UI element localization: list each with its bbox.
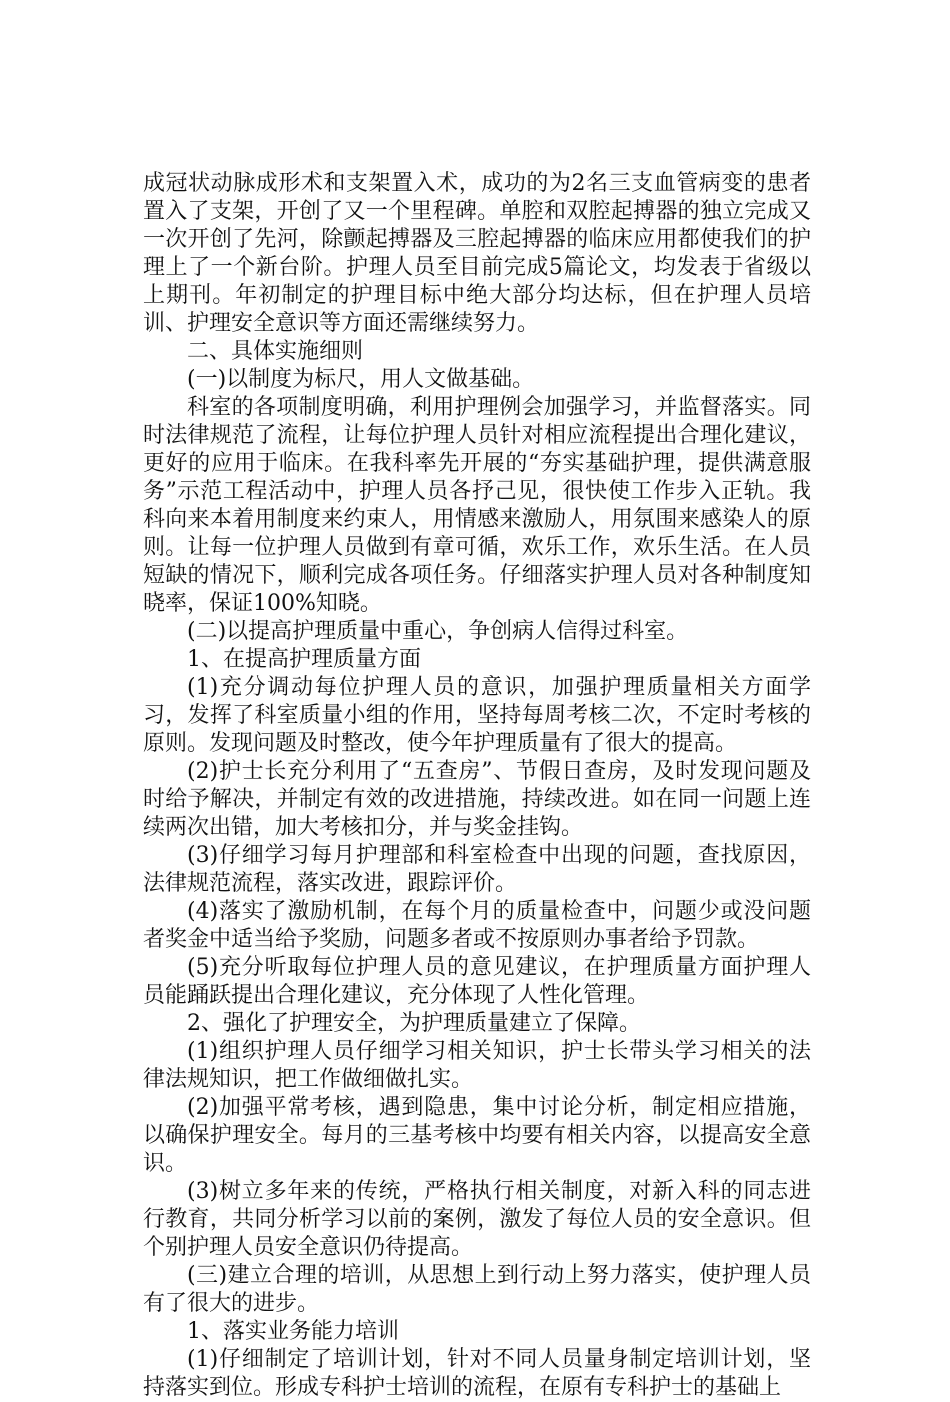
- list-item: (3)树立多年来的传统，严格执行相关制度，对新入科的同志进行教育，共同分析学习以前的案例，激发了每位人员的安全意识。但个别护理人员安全意识仍待提高。: [143, 1179, 811, 1260]
- list-item: (3)仔细学习每月护理部和科室检查中出现的问题，查找原因，法律规范流程，落实改进，跟踪评价。: [143, 843, 811, 896]
- subsection-heading: (一)以制度为标尺，用人文做基础。: [187, 367, 535, 392]
- list-item: (1)仔细制定了培训计划，针对不同人员量身制定培训计划，坚持落实到位。形成专科护士培训的流程，在原有专科护士的基础上: [143, 1347, 811, 1400]
- subsection-heading: (二)以提高护理质量中重心，争创病人信得过科室。: [187, 619, 689, 644]
- subsection-heading: (三)建立合理的培训，从思想上到行动上努力落实，使护理人员有了很大的进步。: [143, 1263, 811, 1316]
- list-item: (1)充分调动每位护理人员的意识，加强护理质量相关方面学习，发挥了科室质量小组的作用，坚持每周考核二次，不定时考核的原则。发现问题及时整改，使今年护理质量有了很大的提高。: [143, 675, 811, 756]
- item-heading: 2、强化了护理安全，为护理质量建立了保障。: [187, 1011, 641, 1036]
- paragraph: 成冠状动脉成形术和支架置入术，成功的为2名三支血管病变的患者置入了支架，开创了又一个里程碑。单腔和双腔起搏器的独立完成又一次开创了先河，除颤起搏器及三腔起搏器的临床应用都使我们的护理上了一个新台阶。护理人员至目前完成5篇论文，均发表于省级以上期刊。年初制定的护理目标中绝大部分均达标，但在护理人员培训、护理安全意识等方面还需继续努力。: [143, 171, 811, 336]
- list-item: (2)加强平常考核，遇到隐患，集中讨论分析，制定相应措施，以确保护理安全。每月的三基考核中均要有相关内容，以提高安全意识。: [143, 1095, 811, 1176]
- item-heading: 1、在提高护理质量方面: [187, 647, 421, 672]
- document-body: [143, 170, 811, 1402]
- paragraph: 科室的各项制度明确，利用护理例会加强学习，并监督落实。同时法律规范了流程，让每位护理人员针对相应流程提出合理化建议，更好的应用于临床。在我科率先开展的“夯实基础护理，提供满意服务”示范工程活动中，护理人员各抒己见，很快使工作步入正轨。我科向来本着用制度来约束人，用情感来激励人，用氛围来感染人的原则。让每一位护理人员做到有章可循，欢乐工作，欢乐生活。在人员短缺的情况下，顺利完成各项任务。仔细落实护理人员对各种制度知晓率，保证100%知晓。: [143, 395, 811, 616]
- list-item: (4)落实了激励机制，在每个月的质量检查中，问题少或没问题者奖金中适当给予奖励，问题多者或不按原则办事者给予罚款。: [143, 899, 811, 952]
- list-item: (2)护士长充分利用了“五查房”、节假日查房，及时发现问题及时给予解决，并制定有效的改进措施，持续改进。如在同一问题上连续两次出错，加大考核扣分，并与奖金挂钩。: [143, 759, 811, 840]
- section-heading: 二、具体实施细则: [187, 339, 364, 364]
- item-heading: 1、落实业务能力培训: [187, 1319, 399, 1344]
- list-item: (1)组织护理人员仔细学习相关知识，护士长带头学习相关的法律法规知识，把工作做细做扎实。: [143, 1039, 811, 1092]
- list-item: (5)充分听取每位护理人员的意见建议，在护理质量方面护理人员能踊跃提出合理化建议，充分体现了人性化管理。: [143, 955, 811, 1008]
